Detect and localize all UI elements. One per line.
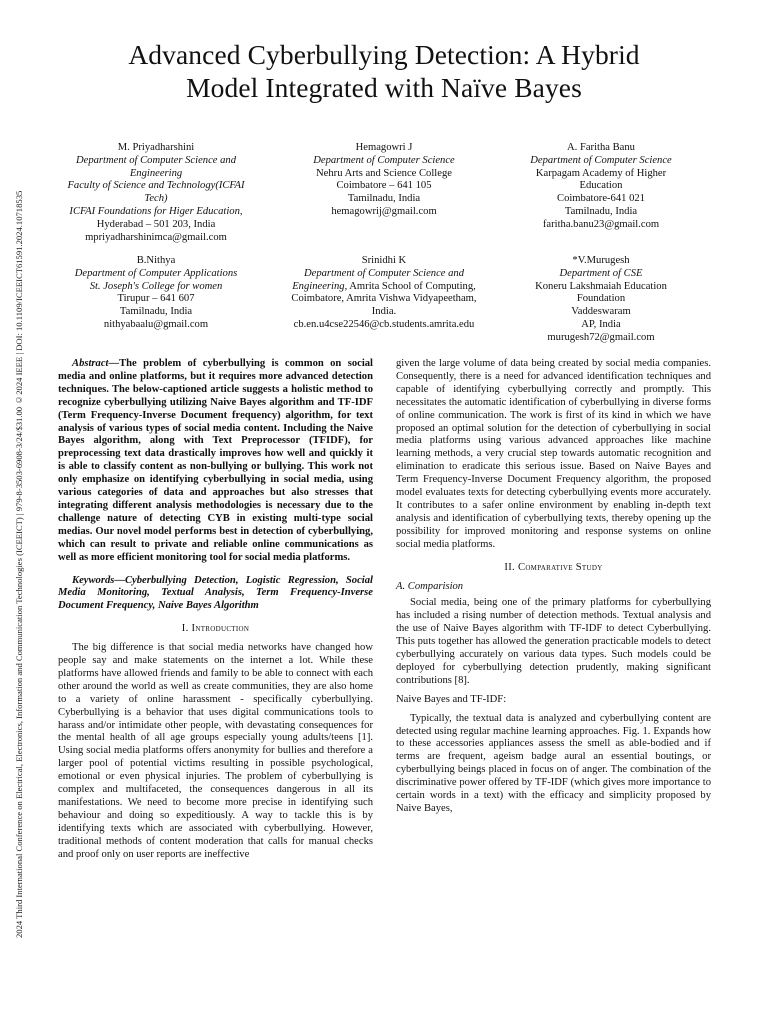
introduction-paragraph: The big difference is that social media networks have changed how people say and make statements on the internet a lot. While these platforms have allowed friends and family to be able to connect with each other around the world as well as create communities, they are also home to a variety of online harassment - specifically cyberbullying. Cyberbullying is a behavior that uses digital communications tools to harass and/or intimidate other people, with devastating consequences for the mental health of all age groups especially young adults/teens [1]. Using social media platforms offers anonymity for bullies and therefore a larger pool of potential victims resulting in possible psychological, emotional or even physical injuries. The problem of cyberbullying is complex and multifaceted, the consequences dangerous in all its manifestations. We need to become more precise in identifying such behaviour and doing so expeditiously. A way to tackle this is by identifying texts which are associated with cyberbullying. However, traditional methods of content moderation that calls for manual checks and proof only on user reports are ineffective (58, 642, 373, 860)
author-affiliation: Department of Computer Science and Engineering, Amrita School of Computing, Coimbatore, Amrita Vishwa Vidyapeetham, India. (291, 267, 477, 318)
author-city: Vaddeswaram (571, 306, 631, 318)
author-affiliation: Nehru Arts and Science College (316, 167, 452, 179)
conference-sidebar: 2024 Third International Conference on Electrical, Electronics, Information and Communication Technologies (ICEEICT) | 979-8-3503-6908-3/24/$31.00 ©2024 IEEE | DOI: 10.1109/ICEEICT61591.2024.10718535 (14, 190, 24, 938)
author-block-5 (286, 255, 482, 332)
author-affiliation: Karpagam Academy of Higher Education (535, 167, 667, 192)
author-name: *V.Murugesh (572, 255, 630, 266)
author-affiliation: St. Joseph's College for women (89, 280, 223, 292)
author-department: Department of CSE (559, 267, 643, 279)
abstract-label: Abstract (72, 358, 109, 369)
author-name: M. Priyadharshini (117, 142, 195, 153)
author-department: Department of Computer Science (530, 154, 672, 166)
author-location: Tamilnadu, India (119, 306, 193, 318)
author-department: Department of Computer Science and Engineering (75, 154, 237, 179)
author-name: A. Faritha Banu (567, 142, 635, 153)
author-email: mpriyadharshinimca@gmail.com (85, 231, 227, 243)
author-affiliation: Faculty of Science and Technology(ICFAI Tech) (67, 180, 245, 205)
author-block-2 (286, 142, 482, 219)
author-email: cb.en.u4cse22546@cb.students.amrita.edu (293, 318, 475, 330)
author-block-6 (516, 255, 686, 345)
author-name: B.Nithya (136, 255, 176, 266)
author-location: AP, India (581, 318, 621, 330)
abstract (58, 358, 373, 565)
title-line-1: Advanced Cyberbullying Detection: A Hybrid (128, 39, 640, 70)
section-heading-introduction: I. Introduction (181, 623, 250, 635)
author-location: Tamilnadu, India (347, 193, 421, 205)
keywords: Keywords—Cyberbullying Detection, Logistic Regression, Social Media Monitoring, Textual Analysis, Term Frequency-Inverse Document Frequency, Naive Bayes Algorithm (58, 574, 373, 612)
author-city: Coimbatore – 641 105 (336, 180, 432, 192)
introduction-continued-paragraph: given the large volume of data being created by social media companies. Consequently, there is a need for advanced identification techniques and capable of identifying cyberbullying correctly and promptly. This necessitates the automatic identification of cyberbullying in diverse forms of online communication. The work is first of its kind in which we have proposed an optimal solution for the detection of cyberbullying in social media platforms using various advanced approaches like machine learning methods, a very crucial step towards automatic recognition and elimination to eradicate this serious issue. Based on Naive Bayes and Term Frequency-Inverse Document Frequency algorithm, the proposed model evaluates texts for detecting cyberbullying events more accurately. It contributes to a safer online environment by enabling in-depth text analysis and identification of cyberbullying texts, thereby opening up the possibility for improved monitoring and response systems on online social media platforms. (396, 358, 711, 550)
author-location: Tamilnadu, India (564, 205, 638, 217)
title-line-2: Model Integrated with Naïve Bayes (186, 72, 582, 103)
author-name: Srinidhi K (361, 255, 407, 266)
author-affiliation: Koneru Lakshmaiah Education Foundation (535, 280, 667, 305)
author-email: hemagowrij@gmail.com (331, 205, 437, 217)
author-email: murugesh72@gmail.com (547, 331, 655, 343)
author-city: Coimbatore-641 021 (557, 193, 645, 205)
naive-bayes-paragraph: Typically, the textual data is analyzed and cyberbullying content are detected using regular machine learning approaches. Fig. 1. Expands how to these accessories appliances assess the smell as able-bodied and if terms are frequent, ageism badge aural an essential boutings, or cyberbullying beings placed in focus on of anger. The combination of the discriminative power offered by TF-IDF (which gives more importance to certain words in a text) with the efficacy and simplicity proposed by Naive Bayes, (396, 712, 711, 814)
author-department: Department of Computer Applications (74, 267, 238, 279)
section-heading-comparative-study: II. Comparative Study (504, 561, 603, 573)
author-affiliation-2: ICFAI Foundations for Higer Education, Hyderabad – 501 203, India (69, 205, 243, 230)
author-block-3 (516, 142, 686, 232)
author-department: Department of Computer Science (313, 154, 455, 166)
naive-bayes-heading: Naive Bayes and TF-IDF: (396, 693, 507, 705)
author-city: Tirupur – 641 607 (117, 293, 195, 305)
author-block-1 (58, 142, 254, 244)
author-block-4 (58, 255, 254, 332)
subsection-heading-comparision: A. Comparision (396, 580, 464, 592)
abstract-text: —The problem of cyberbullying is common on social media and online platforms, but it requires more advanced detection techniques. The below-captioned article suggests a holistic method to recognize cyberbullying utilizing Naive Bayes algorithm and TF-IDF (Term Frequency-Inverse Document frequency) algorithm, for text analysis of various types of social media content. Including the Naive Bayes algorithm, along with Text Preprocessor (TFIDF), for preprocessing text data drastically improves how well and quickly it is able to classify content as non-bullying or bullying. This work not only emphasize on identifying cyberbullying in social media, using various categories of data and approaches but also stresses that integrating different analysis methodologies is necessary due to the challenge nature of detecting CYB in existing multi-type social medias. Our novel model performs best in detection of cyberbullying, which can result to private and reliable online communications as well as more efficient monitoring tool for social media platforms. (58, 358, 373, 563)
comparison-paragraph: Social media, being one of the primary platforms for cyberbullying has included a rising number of detection methods. Textual analysis and the use of Naive Bayes algorithm with TF-IDF to detect Cyberbullying. This puts together has allowed the generation practicable models to detect cyberbullying accurately on various data types. Such models could be deployed for cyberbullying detection prudently, making significant contributions [8]. (396, 597, 711, 686)
author-email: nithyabaalu@gmail.com (103, 318, 209, 330)
author-email: faritha.banu23@gmail.com (542, 218, 660, 230)
right-column (396, 358, 711, 816)
paper-title (60, 38, 708, 104)
author-name: Hemagowri J (355, 142, 413, 153)
left-column (58, 358, 373, 862)
